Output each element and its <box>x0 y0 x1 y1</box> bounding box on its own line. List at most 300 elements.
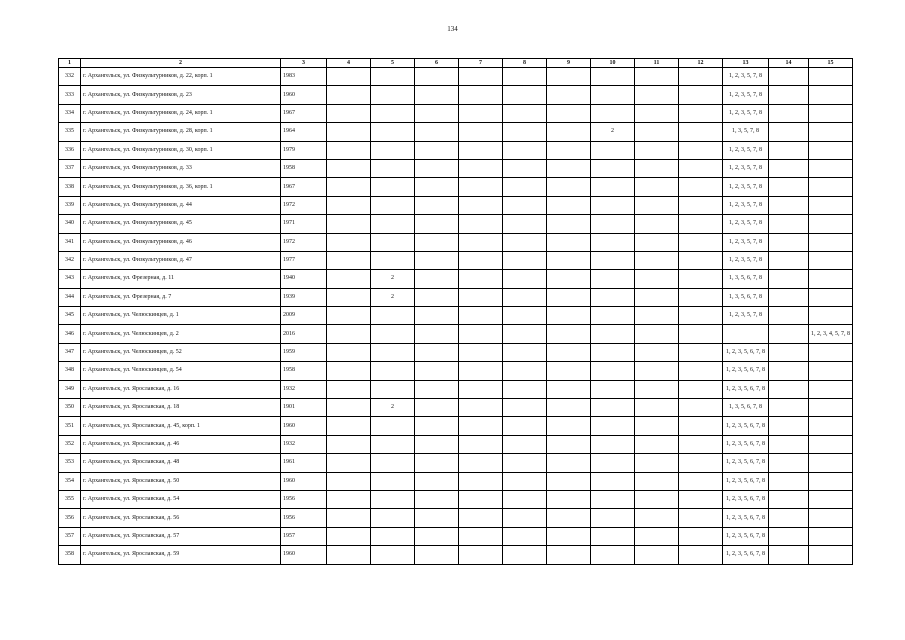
col12-cell <box>679 527 723 545</box>
row-number: 343 <box>59 270 81 288</box>
col14-cell <box>769 68 809 86</box>
table-row <box>59 343 853 361</box>
col8-cell <box>503 104 547 122</box>
col4-cell <box>327 104 371 122</box>
col6-cell <box>415 472 459 490</box>
row-number: 358 <box>59 546 81 564</box>
col7-cell <box>459 380 503 398</box>
col11-cell <box>635 472 679 490</box>
col14-cell <box>769 270 809 288</box>
col9-cell <box>547 509 591 527</box>
col11-cell <box>635 104 679 122</box>
col13-cell: 1, 3, 5, 6, 7, 8 <box>723 288 769 306</box>
col15-cell <box>809 472 853 490</box>
col11-cell <box>635 86 679 104</box>
col4-cell <box>327 546 371 564</box>
col15-cell <box>809 435 853 453</box>
col14-cell <box>769 159 809 177</box>
col4-cell <box>327 490 371 508</box>
col7-cell <box>459 325 503 343</box>
col5-cell <box>371 251 415 269</box>
year-cell: 1983 <box>281 68 327 86</box>
col7-cell <box>459 270 503 288</box>
table-row <box>59 288 853 306</box>
col14-cell <box>769 343 809 361</box>
col10-cell <box>591 325 635 343</box>
col11-cell <box>635 490 679 508</box>
col5-cell <box>371 417 415 435</box>
col4-cell <box>327 215 371 233</box>
col10-cell <box>591 527 635 545</box>
table-row <box>59 362 853 380</box>
col14-cell <box>769 141 809 159</box>
col8-cell <box>503 251 547 269</box>
col6-cell <box>415 196 459 214</box>
col4-cell <box>327 123 371 141</box>
col11-cell <box>635 178 679 196</box>
address-cell: г. Архангельск, ул. Физкультурников, д. 33 <box>81 159 281 177</box>
col9-cell <box>547 490 591 508</box>
col5-cell <box>371 86 415 104</box>
year-cell: 1958 <box>281 159 327 177</box>
address-cell: г. Архангельск, ул. Физкультурников, д. 36, корп. 1 <box>81 178 281 196</box>
col11-cell <box>635 417 679 435</box>
col5-cell <box>371 490 415 508</box>
col8-cell <box>503 307 547 325</box>
address-cell: г. Архангельск, ул. Физкультурников, д. 23 <box>81 86 281 104</box>
col10-cell <box>591 270 635 288</box>
year-cell: 1939 <box>281 288 327 306</box>
col15-cell <box>809 123 853 141</box>
column-header-13: 13 <box>723 59 769 68</box>
col15-cell <box>809 178 853 196</box>
col8-cell <box>503 472 547 490</box>
row-number: 336 <box>59 141 81 159</box>
column-header-2: 2 <box>81 59 281 68</box>
col4-cell <box>327 233 371 251</box>
address-cell: г. Архангельск, ул. Ярославская, д. 18 <box>81 399 281 417</box>
col7-cell <box>459 399 503 417</box>
col15-cell <box>809 546 853 564</box>
address-cell: г. Архангельск, ул. Фрезерная, д. 11 <box>81 270 281 288</box>
address-cell: г. Архангельск, ул. Физкультурников, д. 22, корп. 1 <box>81 68 281 86</box>
col8-cell <box>503 546 547 564</box>
col8-cell <box>503 123 547 141</box>
table-body <box>59 68 853 565</box>
col10-cell <box>591 546 635 564</box>
year-cell: 1940 <box>281 270 327 288</box>
col11-cell <box>635 288 679 306</box>
address-cell: г. Архангельск, ул. Ярославская, д. 50 <box>81 472 281 490</box>
col10-cell <box>591 196 635 214</box>
col6-cell <box>415 104 459 122</box>
col5-cell <box>371 472 415 490</box>
col10-cell <box>591 490 635 508</box>
column-header-7: 7 <box>459 59 503 68</box>
col11-cell <box>635 251 679 269</box>
year-cell: 1967 <box>281 178 327 196</box>
col4-cell <box>327 86 371 104</box>
col7-cell <box>459 527 503 545</box>
table-row <box>59 141 853 159</box>
col14-cell <box>769 454 809 472</box>
col14-cell <box>769 307 809 325</box>
address-cell: г. Архангельск, ул. Челюскинцев, д. 52 <box>81 343 281 361</box>
col14-cell <box>769 435 809 453</box>
column-header-14: 14 <box>769 59 809 68</box>
col13-cell: 1, 2, 3, 5, 7, 8 <box>723 86 769 104</box>
col14-cell <box>769 288 809 306</box>
col8-cell <box>503 270 547 288</box>
row-number: 342 <box>59 251 81 269</box>
col12-cell <box>679 472 723 490</box>
col12-cell <box>679 546 723 564</box>
year-cell: 1972 <box>281 196 327 214</box>
col11-cell <box>635 215 679 233</box>
col8-cell <box>503 527 547 545</box>
address-cell: г. Архангельск, ул. Ярославская, д. 59 <box>81 546 281 564</box>
col8-cell <box>503 343 547 361</box>
col14-cell <box>769 546 809 564</box>
col10-cell <box>591 399 635 417</box>
col13-cell: 1, 2, 3, 5, 6, 7, 8 <box>723 546 769 564</box>
col15-cell <box>809 196 853 214</box>
col9-cell <box>547 68 591 86</box>
col5-cell <box>371 546 415 564</box>
col14-cell <box>769 123 809 141</box>
table-row <box>59 196 853 214</box>
col10-cell <box>591 251 635 269</box>
address-cell: г. Архангельск, ул. Физкультурников, д. 45 <box>81 215 281 233</box>
col6-cell <box>415 490 459 508</box>
year-cell: 2009 <box>281 307 327 325</box>
col13-cell: 1, 2, 3, 5, 7, 8 <box>723 178 769 196</box>
col9-cell <box>547 178 591 196</box>
col4-cell <box>327 141 371 159</box>
col10-cell: 2 <box>591 123 635 141</box>
col4-cell <box>327 417 371 435</box>
col11-cell <box>635 68 679 86</box>
col5-cell <box>371 233 415 251</box>
year-cell: 1960 <box>281 546 327 564</box>
col8-cell <box>503 490 547 508</box>
col5-cell <box>371 307 415 325</box>
col15-cell <box>809 251 853 269</box>
col9-cell <box>547 435 591 453</box>
col9-cell <box>547 362 591 380</box>
row-number: 341 <box>59 233 81 251</box>
col9-cell <box>547 546 591 564</box>
col10-cell <box>591 104 635 122</box>
col6-cell <box>415 362 459 380</box>
col10-cell <box>591 288 635 306</box>
year-cell: 1901 <box>281 399 327 417</box>
col12-cell <box>679 343 723 361</box>
year-cell: 1932 <box>281 380 327 398</box>
col8-cell <box>503 215 547 233</box>
address-cell: г. Архангельск, ул. Ярославская, д. 16 <box>81 380 281 398</box>
row-number: 338 <box>59 178 81 196</box>
col11-cell <box>635 362 679 380</box>
table-row <box>59 399 853 417</box>
col8-cell <box>503 509 547 527</box>
address-cell: г. Архангельск, ул. Физкультурников, д. 44 <box>81 196 281 214</box>
row-number: 353 <box>59 454 81 472</box>
col12-cell <box>679 251 723 269</box>
address-cell: г. Архангельск, ул. Физкультурников, д. 30, корп. 1 <box>81 141 281 159</box>
col13-cell: 1, 2, 3, 5, 6, 7, 8 <box>723 472 769 490</box>
col12-cell <box>679 435 723 453</box>
row-number: 337 <box>59 159 81 177</box>
col11-cell <box>635 380 679 398</box>
column-header-8: 8 <box>503 59 547 68</box>
col10-cell <box>591 380 635 398</box>
col10-cell <box>591 472 635 490</box>
col6-cell <box>415 307 459 325</box>
address-cell: г. Архангельск, ул. Физкультурников, д. 46 <box>81 233 281 251</box>
address-cell: г. Архангельск, ул. Физкультурников, д. 47 <box>81 251 281 269</box>
col6-cell <box>415 141 459 159</box>
year-cell: 1958 <box>281 362 327 380</box>
col8-cell <box>503 399 547 417</box>
col9-cell <box>547 288 591 306</box>
table-row <box>59 270 853 288</box>
col13-cell: 1, 2, 3, 5, 6, 7, 8 <box>723 527 769 545</box>
col6-cell <box>415 178 459 196</box>
address-cell: г. Архангельск, ул. Челюскинцев, д. 2 <box>81 325 281 343</box>
col13-cell: 1, 3, 5, 6, 7, 8 <box>723 399 769 417</box>
col4-cell <box>327 343 371 361</box>
col13-cell: 1, 2, 3, 5, 7, 8 <box>723 196 769 214</box>
column-header-15: 15 <box>809 59 853 68</box>
col11-cell <box>635 454 679 472</box>
col10-cell <box>591 307 635 325</box>
col7-cell <box>459 362 503 380</box>
table-row <box>59 472 853 490</box>
col9-cell <box>547 527 591 545</box>
col13-cell: 1, 2, 3, 5, 6, 7, 8 <box>723 509 769 527</box>
column-header-11: 11 <box>635 59 679 68</box>
row-number: 332 <box>59 68 81 86</box>
col5-cell <box>371 509 415 527</box>
col15-cell <box>809 307 853 325</box>
col5-cell: 2 <box>371 288 415 306</box>
table-row <box>59 233 853 251</box>
col12-cell <box>679 307 723 325</box>
col7-cell <box>459 233 503 251</box>
col8-cell <box>503 159 547 177</box>
col15-cell <box>809 141 853 159</box>
col8-cell <box>503 417 547 435</box>
col8-cell <box>503 86 547 104</box>
col11-cell <box>635 343 679 361</box>
col10-cell <box>591 215 635 233</box>
col5-cell <box>371 123 415 141</box>
col13-cell: 1, 2, 3, 5, 7, 8 <box>723 159 769 177</box>
col12-cell <box>679 196 723 214</box>
col6-cell <box>415 399 459 417</box>
row-number: 347 <box>59 343 81 361</box>
col5-cell <box>371 454 415 472</box>
col6-cell <box>415 123 459 141</box>
col11-cell <box>635 399 679 417</box>
col7-cell <box>459 159 503 177</box>
col14-cell <box>769 472 809 490</box>
address-cell: г. Архангельск, ул. Ярославская, д. 48 <box>81 454 281 472</box>
col4-cell <box>327 178 371 196</box>
row-number: 348 <box>59 362 81 380</box>
col12-cell <box>679 233 723 251</box>
col6-cell <box>415 288 459 306</box>
col15-cell <box>809 215 853 233</box>
col5-cell: 2 <box>371 270 415 288</box>
col10-cell <box>591 233 635 251</box>
col5-cell <box>371 215 415 233</box>
row-number: 345 <box>59 307 81 325</box>
col9-cell <box>547 104 591 122</box>
col6-cell <box>415 159 459 177</box>
col10-cell <box>591 454 635 472</box>
column-header-1: 1 <box>59 59 81 68</box>
col4-cell <box>327 270 371 288</box>
col11-cell <box>635 307 679 325</box>
col11-cell <box>635 270 679 288</box>
col13-cell: 1, 2, 3, 5, 7, 8 <box>723 104 769 122</box>
col5-cell <box>371 68 415 86</box>
col14-cell <box>769 399 809 417</box>
col11-cell <box>635 527 679 545</box>
col4-cell <box>327 435 371 453</box>
col6-cell <box>415 435 459 453</box>
col8-cell <box>503 325 547 343</box>
table-row <box>59 104 853 122</box>
col6-cell <box>415 68 459 86</box>
address-cell: г. Архангельск, ул. Ярославская, д. 46 <box>81 435 281 453</box>
col10-cell <box>591 362 635 380</box>
col14-cell <box>769 233 809 251</box>
col10-cell <box>591 68 635 86</box>
col14-cell <box>769 490 809 508</box>
col7-cell <box>459 509 503 527</box>
col7-cell <box>459 454 503 472</box>
table-row <box>59 509 853 527</box>
col13-cell: 1, 2, 3, 5, 7, 8 <box>723 215 769 233</box>
col9-cell <box>547 251 591 269</box>
col13-cell: 1, 2, 3, 5, 7, 8 <box>723 141 769 159</box>
col9-cell <box>547 307 591 325</box>
col13-cell: 1, 2, 3, 5, 6, 7, 8 <box>723 380 769 398</box>
col7-cell <box>459 141 503 159</box>
col5-cell <box>371 435 415 453</box>
address-cell: г. Архангельск, ул. Физкультурников, д. 24, корп. 1 <box>81 104 281 122</box>
col15-cell <box>809 159 853 177</box>
col7-cell <box>459 288 503 306</box>
col15-cell <box>809 527 853 545</box>
col14-cell <box>769 362 809 380</box>
table-row <box>59 215 853 233</box>
col13-cell: 1, 2, 3, 5, 6, 7, 8 <box>723 490 769 508</box>
col5-cell <box>371 343 415 361</box>
col5-cell: 2 <box>371 399 415 417</box>
table-row <box>59 435 853 453</box>
table-row <box>59 454 853 472</box>
col15-cell <box>809 362 853 380</box>
row-number: 356 <box>59 509 81 527</box>
col9-cell <box>547 196 591 214</box>
col14-cell <box>769 178 809 196</box>
table-row <box>59 380 853 398</box>
col7-cell <box>459 178 503 196</box>
col7-cell <box>459 104 503 122</box>
year-cell: 1960 <box>281 417 327 435</box>
col15-cell <box>809 380 853 398</box>
year-cell: 1961 <box>281 454 327 472</box>
table-row <box>59 307 853 325</box>
table-row <box>59 86 853 104</box>
col5-cell <box>371 141 415 159</box>
col15-cell <box>809 417 853 435</box>
col13-cell: 1, 2, 3, 5, 7, 8 <box>723 251 769 269</box>
col15-cell <box>809 104 853 122</box>
col11-cell <box>635 509 679 527</box>
table-row <box>59 325 853 343</box>
col4-cell <box>327 288 371 306</box>
col9-cell <box>547 343 591 361</box>
col13-cell: 1, 2, 3, 5, 6, 7, 8 <box>723 454 769 472</box>
row-number: 351 <box>59 417 81 435</box>
col15-cell <box>809 509 853 527</box>
col9-cell <box>547 86 591 104</box>
column-header-5: 5 <box>371 59 415 68</box>
row-number: 357 <box>59 527 81 545</box>
col5-cell <box>371 178 415 196</box>
col12-cell <box>679 178 723 196</box>
col5-cell <box>371 104 415 122</box>
col4-cell <box>327 527 371 545</box>
col10-cell <box>591 417 635 435</box>
col15-cell <box>809 233 853 251</box>
col6-cell <box>415 325 459 343</box>
col14-cell <box>769 104 809 122</box>
col8-cell <box>503 68 547 86</box>
col13-cell: 1, 2, 3, 5, 6, 7, 8 <box>723 417 769 435</box>
address-cell: г. Архангельск, ул. Физкультурников, д. 28, корп. 1 <box>81 123 281 141</box>
col6-cell <box>415 343 459 361</box>
table-row <box>59 546 853 564</box>
col14-cell <box>769 325 809 343</box>
col13-cell <box>723 325 769 343</box>
col9-cell <box>547 123 591 141</box>
col9-cell <box>547 454 591 472</box>
col14-cell <box>769 509 809 527</box>
col12-cell <box>679 490 723 508</box>
col13-cell: 1, 3, 5, 7, 8 <box>723 123 769 141</box>
col7-cell <box>459 490 503 508</box>
col12-cell <box>679 270 723 288</box>
col8-cell <box>503 435 547 453</box>
col14-cell <box>769 196 809 214</box>
col11-cell <box>635 141 679 159</box>
col11-cell <box>635 435 679 453</box>
col6-cell <box>415 546 459 564</box>
year-cell: 1964 <box>281 123 327 141</box>
col12-cell <box>679 86 723 104</box>
col15-cell <box>809 490 853 508</box>
col10-cell <box>591 509 635 527</box>
col10-cell <box>591 86 635 104</box>
column-header-6: 6 <box>415 59 459 68</box>
col9-cell <box>547 380 591 398</box>
